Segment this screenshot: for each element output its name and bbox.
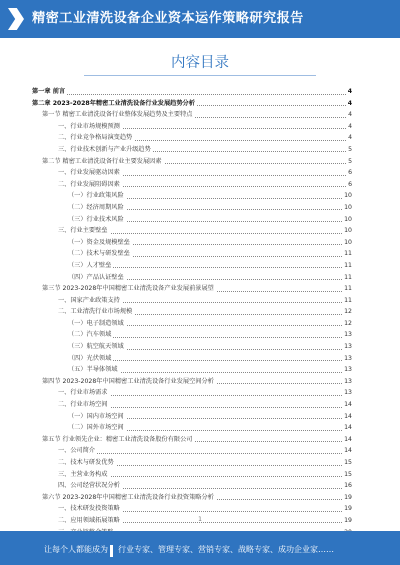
toc-entry[interactable] xyxy=(32,179,352,191)
toc-entry[interactable] xyxy=(32,329,352,341)
toc-leader-dots xyxy=(32,94,346,95)
toc-entry-page: 19 xyxy=(343,492,352,504)
toc-entry[interactable] xyxy=(32,503,352,515)
toc-entry-title: （五）半导体领域 xyxy=(68,364,120,376)
toc-entry[interactable] xyxy=(32,387,352,399)
toc-entry-title: 三、主营业务构成 xyxy=(58,469,110,481)
toc-entry-title: 第二章 2023-2028年精密工业清洗设备行业发展趋势分析 xyxy=(32,98,197,110)
toc-entry-title: 第二节 精密工业清洗设备行业主要发展因素 xyxy=(42,156,164,168)
toc-entry-page: 4 xyxy=(347,121,352,133)
toc-entry-page: 12 xyxy=(343,306,352,318)
toc-heading-divider xyxy=(84,75,316,76)
toc-entry[interactable] xyxy=(32,445,352,457)
toc-entry[interactable] xyxy=(32,109,352,121)
toc-entry-title: 二、行业发展阻碍因素 xyxy=(58,179,122,191)
toc-entry-page: 11 xyxy=(343,295,352,307)
toc-entry-title: 第一章 前言 xyxy=(32,86,67,98)
toc-entry-page: 11 xyxy=(343,272,352,284)
toc-entry-title: 第四节 2023-2028年中国精密工业清洗设备行业发展空间分析 xyxy=(42,376,216,388)
toc-entry[interactable] xyxy=(32,121,352,133)
toc-entry[interactable] xyxy=(32,98,352,110)
toc-entry[interactable] xyxy=(32,480,352,492)
toc-entry[interactable] xyxy=(32,272,352,284)
toc-entry-title: 一、国家产业政策支持 xyxy=(58,295,122,307)
toc-entry-title: 第一节 精密工业清洗设备行业整体发展趋势及主要特点 xyxy=(42,109,194,121)
toc-entry[interactable] xyxy=(32,399,352,411)
toc-entry[interactable] xyxy=(32,237,352,249)
toc-entry-page: 13 xyxy=(343,387,352,399)
toc-entry-page: 5 xyxy=(347,156,352,168)
toc-entry[interactable] xyxy=(32,364,352,376)
toc-entry-page: 14 xyxy=(343,411,352,423)
toc-entry[interactable] xyxy=(32,202,352,214)
toc-entry-page: 10 xyxy=(343,190,352,202)
toc-entry-title: （三）行业技术风险 xyxy=(68,214,126,226)
toc-entry-title: （二）汽车领域 xyxy=(68,329,113,341)
toc-entry-title: （一）电子制造领域 xyxy=(68,318,126,330)
toc-entry-page: 19 xyxy=(343,503,352,515)
toc-entry-title: 三、行业技术创新与产业升级趋势 xyxy=(58,144,153,156)
toc-entry-page: 10 xyxy=(343,214,352,226)
toc-entry-title: 二、行业竞争格局演变趋势 xyxy=(58,132,134,144)
toc-entry-title: 四、公司经营状况分析 xyxy=(58,480,122,492)
toc-entry-page: 14 xyxy=(343,399,352,411)
toc-leader-dots xyxy=(58,453,346,454)
toc-entry-page: 14 xyxy=(343,445,352,457)
toc-entry-title: 二、应用领域拓展策略 xyxy=(58,515,122,527)
toc-entry-page: 13 xyxy=(343,364,352,376)
footer-slogan-right: 行业专家、管理专家、营销专家、战略专家、成功企业家…… xyxy=(118,545,334,554)
toc-entry[interactable] xyxy=(32,306,352,318)
toc-entry-title: 一、行业市场需求 xyxy=(58,387,110,399)
toc-entry[interactable] xyxy=(32,469,352,481)
toc-entry[interactable] xyxy=(32,353,352,365)
toc-entry[interactable] xyxy=(32,341,352,353)
toc-entry-page: 15 xyxy=(343,469,352,481)
toc-entry[interactable] xyxy=(32,376,352,388)
toc-entry-page: 10 xyxy=(343,202,352,214)
toc-entry-page: 11 xyxy=(343,260,352,272)
toc-entry[interactable] xyxy=(32,214,352,226)
toc-entry-page: 12 xyxy=(343,318,352,330)
toc-entry-title: 一、行业发展驱动因素 xyxy=(58,167,122,179)
toc-entry-title: 三、行业主要壁垒 xyxy=(58,225,110,237)
toc-entry-page: 14 xyxy=(343,434,352,446)
toc-entry[interactable] xyxy=(32,167,352,179)
toc-entry[interactable] xyxy=(32,190,352,202)
toc-entry-title: 二、工业清洗行业市场规模 xyxy=(58,306,134,318)
toc-entry-page: 15 xyxy=(343,457,352,469)
footer-divider xyxy=(110,545,113,557)
toc-entry-page: 14 xyxy=(343,422,352,434)
report-header xyxy=(0,0,400,38)
toc-entry-title: （三）航空航天领域 xyxy=(68,341,126,353)
toc-heading: 内容目录 xyxy=(171,55,229,71)
toc-entry[interactable] xyxy=(32,434,352,446)
toc-entry-page: 10 xyxy=(343,225,352,237)
toc-entry[interactable] xyxy=(32,156,352,168)
report-title: 精密工业清洗设备企业资本运作策略研究报告 xyxy=(32,11,304,26)
toc-entry-title: 第五节 行业领先企业：精密工业清洗设备股份有限公司 xyxy=(42,434,194,446)
toc-entry-page: 4 xyxy=(347,86,352,98)
toc-entry[interactable] xyxy=(32,144,352,156)
toc-entry-page: 4 xyxy=(347,132,352,144)
toc-entry-title: （四）光伏领域 xyxy=(68,353,113,365)
toc-entry-page: 11 xyxy=(343,248,352,260)
toc-entry-page: 10 xyxy=(343,237,352,249)
toc-entry-title: （二）技术与研发壁垒 xyxy=(68,248,132,260)
toc-entry-page: 4 xyxy=(347,98,352,110)
toc-entry[interactable] xyxy=(32,86,352,98)
toc-entry-title: （一）行业政策风险 xyxy=(68,190,126,202)
table-of-contents xyxy=(32,86,352,524)
toc-entry-title: 第六节 2023-2028年中国精密工业清洗设备行业投资策略分析 xyxy=(42,492,216,504)
toc-entry-title: 二、技术与研发优势 xyxy=(58,457,116,469)
toc-entry-page: 16 xyxy=(343,480,352,492)
toc-entry-title: （二）国外市场空间 xyxy=(68,422,126,434)
toc-entry-title: （一）国内市场空间 xyxy=(68,411,126,423)
toc-entry[interactable] xyxy=(32,422,352,434)
toc-entry-title: 第三节 2023-2028年中国精密工业清洗设备产业发展前景展望 xyxy=(42,283,216,295)
toc-entry[interactable] xyxy=(32,283,352,295)
toc-entry[interactable] xyxy=(32,295,352,307)
page-number: 1 xyxy=(198,516,202,523)
toc-entry-page: 13 xyxy=(343,341,352,353)
toc-entry-page: 4 xyxy=(347,109,352,121)
toc-entry-page: 13 xyxy=(343,353,352,365)
toc-entry-title: 二、行业市场空间 xyxy=(58,399,110,411)
toc-entry[interactable] xyxy=(32,492,352,504)
toc-entry-title: （二）经济周期风险 xyxy=(68,202,126,214)
toc-entry[interactable] xyxy=(32,225,352,237)
toc-entry-page: 6 xyxy=(347,179,352,191)
footer-slogan-left: 让每个人都能成为 xyxy=(44,545,108,554)
toc-entry[interactable] xyxy=(32,457,352,469)
footer-banner xyxy=(0,531,400,565)
toc-entry-page: 6 xyxy=(347,167,352,179)
toc-entry-title: 一、公司简介 xyxy=(58,445,97,457)
chevron-right-icon xyxy=(8,8,24,30)
toc-entry-title: 一、行业市场规模预测 xyxy=(58,121,122,133)
toc-entry-page: 13 xyxy=(343,329,352,341)
toc-entry-title: 一、技术研发投资策略 xyxy=(58,503,122,515)
toc-entry-page: 13 xyxy=(343,376,352,388)
toc-entry[interactable] xyxy=(32,318,352,330)
toc-entry-title: （四）产品认证壁垒 xyxy=(68,272,126,284)
toc-entry-title: （三）人才壁垒 xyxy=(68,260,113,272)
toc-entry-page: 11 xyxy=(343,283,352,295)
toc-entry-page: 19 xyxy=(343,515,352,527)
toc-entry[interactable] xyxy=(32,132,352,144)
toc-entry-title: （一）资金及规模壁垒 xyxy=(68,237,132,249)
toc-entry[interactable] xyxy=(32,411,352,423)
toc-entry[interactable] xyxy=(32,260,352,272)
toc-entry[interactable] xyxy=(32,248,352,260)
toc-entry-page: 5 xyxy=(347,144,352,156)
